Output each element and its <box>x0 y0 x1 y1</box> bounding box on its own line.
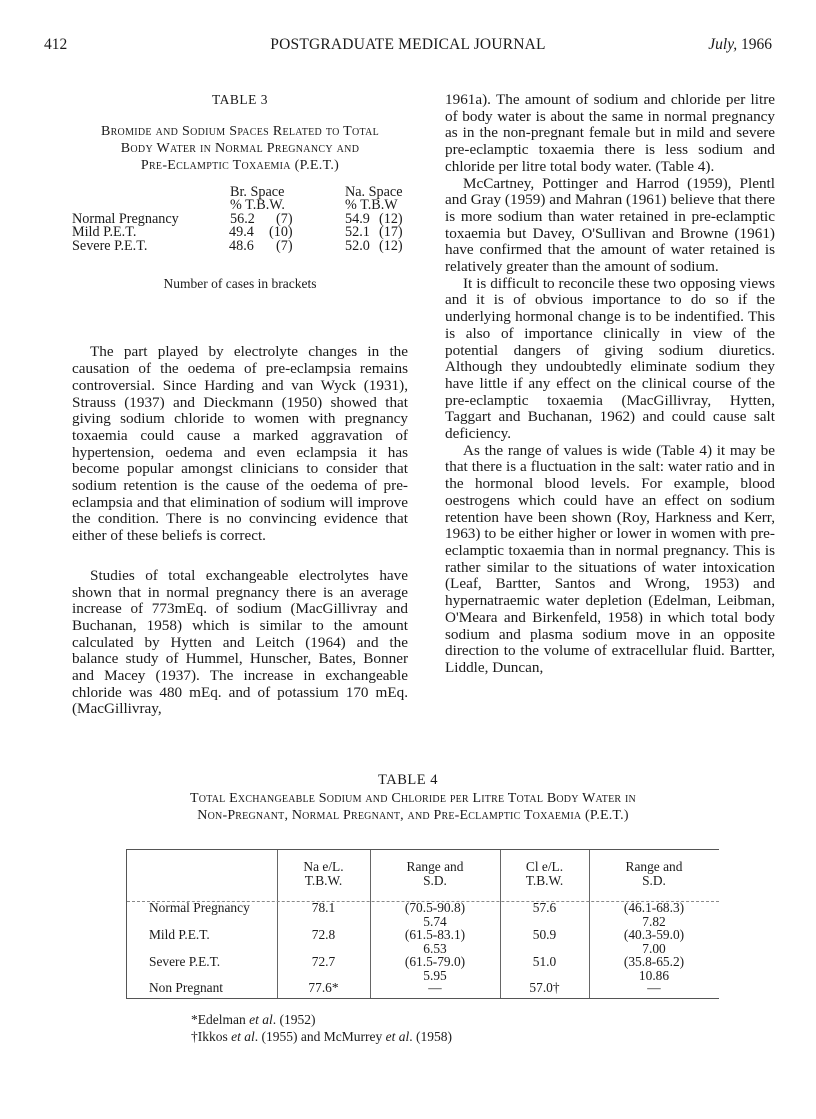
table4-header-line: Range and <box>625 859 683 874</box>
table3-cell: 54.9 <box>345 210 370 227</box>
footnote-asterisk <box>191 1011 452 1028</box>
table4-caption-line: Total Exchangeable Sodium and Chloride per Litre Total Body Water in <box>190 791 636 806</box>
table4-cell <box>589 955 719 982</box>
table4-cell: 77.6* <box>308 980 339 995</box>
table3-note: Number of cases in brackets <box>163 275 317 291</box>
table3-header-line: % T.B.W <box>345 197 398 214</box>
table4-cell: 78.1 <box>311 900 336 915</box>
table4-caption-line: Non-Pregnant, Normal Pregnant, and Pre-Eclamptic Toxaemia (P.E.T.) <box>197 807 629 823</box>
footnote-text: †Ikkos <box>191 1029 232 1044</box>
table4-caption <box>120 791 706 824</box>
table3-cell: 49.4 <box>229 224 254 241</box>
table4-row-label: Normal Pregnancy <box>149 900 250 915</box>
table4-header-line: S.D. <box>423 872 447 888</box>
table4-header-line: Na e/L. <box>303 859 344 874</box>
body-paragraph: Studies of total exchangeable electrolytes have shown that in normal pregnancy there is an average increase of 773mEq. of sodium (MacGillivray and Buchanan, 1958) which is similar to the amount calculated by Hytten and Leitch (1964) and the balance study of Hummel, Hunscher, Bates, Bonner and Macey (1937). The increase in exchangeable chloride was 480 mEq. and of potassium 170 mEq. (MacGillivray, <box>72 566 408 718</box>
table3-cell: (12) <box>379 237 403 254</box>
table4 <box>126 849 719 999</box>
table3-cell: 52.0 <box>345 237 370 254</box>
footnote-text: . (1955) and McMurrey <box>254 1029 386 1044</box>
table4-range: (35.8-65.2) <box>623 954 685 969</box>
table4-range: (61.5-83.1) <box>404 927 466 942</box>
table4-cell <box>370 928 500 955</box>
table3-header-na <box>345 183 403 214</box>
table4-cell <box>589 901 719 928</box>
right-column <box>445 92 775 677</box>
issue-year: 1966 <box>741 36 772 53</box>
footnote-text: . (1952) <box>272 1012 316 1027</box>
table4-header-line: T.B.W. <box>525 872 564 888</box>
left-column <box>72 92 408 718</box>
table3-header-line: % T.B.W. <box>230 197 285 214</box>
table4-sd: 5.74 <box>423 913 447 929</box>
footnote-etal: et al <box>231 1029 255 1044</box>
table4-row-label: Non Pregnant <box>149 980 224 995</box>
table3-caption-line: Body Water in Normal Pregnancy and <box>120 140 360 156</box>
table4-row-label: Mild P.E.T. <box>149 927 210 942</box>
table4-header-line: Range and <box>406 859 464 874</box>
table4-header-na <box>277 860 370 887</box>
table3-header-line: Br. Space <box>230 183 285 200</box>
table3-cell: 52.1 <box>345 224 370 241</box>
table4-cell: 50.9 <box>532 927 557 942</box>
table4-cell <box>370 955 500 982</box>
table3-header-br <box>230 183 285 214</box>
table3-row-label: Severe P.E.T. <box>72 237 148 254</box>
table4-sd: 10.86 <box>638 967 670 983</box>
page-number: 412 <box>44 36 68 53</box>
footnote-etal: et al <box>249 1012 273 1027</box>
table4-sd: 7.82 <box>642 913 666 929</box>
table3-cell: 48.6 <box>229 237 254 254</box>
table4-range: (46.1-68.3) <box>623 900 685 915</box>
body-paragraph: 1961a). The amount of sodium and chloride per litre of body water is about the same in normal pregnancy as in the non-pregnant female but in mild and severe pre-eclamptic toxaemia there is less sodium and chloride per litre total body water. (Table 4). <box>445 91 775 175</box>
table4-header-cl <box>500 860 589 887</box>
table3-caption <box>72 123 408 174</box>
table4-sd: 6.53 <box>423 940 447 956</box>
table4-cell <box>589 928 719 955</box>
footnote-text: *Edelman <box>191 1012 250 1027</box>
table3-label: TABLE 3 <box>211 92 269 107</box>
table3-caption-line: Pre-Eclamptic Toxaemia (P.E.T.) <box>140 157 340 173</box>
table3-cell: (10) <box>269 224 293 241</box>
body-paragraph: McCartney, Pottinger and Harrod (1959), Plentl and Gray (1959) and Mahran (1961) believe that there is more sodium than water retained in pre-eclamptic toxaemia but Davey, O'Sullivan and Browne (1961) have confirmed that the amount of water retained is relatively greater than the amount of sodium. <box>445 174 775 276</box>
body-paragraph: The part played by electrolyte changes in the causation of the oedema of pre-eclampsia remains controversial. Since Harding and van Wyck (1931), Strauss (1937) and Dieckmann (1950) showed that giving sodium chloride to women with pregnancy toxaemia could cause a marked aggravation of hypertension, oedema and even eclampsia it has become popular amongst clinicians to consider that sodium retention is the cause of the oedema of pre-eclampsia and that elimination of sodium will improve the condition. There is no convincing evidence that either of these beliefs is correct. <box>72 343 408 545</box>
table3-caption-line: Bromide and Sodium Spaces Related to Total <box>100 123 380 139</box>
table4-cell: 72.7 <box>311 954 336 969</box>
table4-row-label: Severe P.E.T. <box>149 954 221 969</box>
running-head <box>44 36 772 56</box>
table4-cell: 51.0 <box>532 954 557 969</box>
table3-cell: (17) <box>379 224 403 241</box>
table4-cell: — <box>428 980 442 995</box>
table4-cell: 72.8 <box>311 927 336 942</box>
table4-label: TABLE 4 <box>378 772 438 788</box>
issue-month: July, <box>708 36 738 53</box>
table4-sd: 5.95 <box>423 967 447 983</box>
table3-header-line: Na. Space <box>345 183 403 200</box>
table4-range: (61.5-79.0) <box>404 954 466 969</box>
table4-cell: — <box>647 980 661 995</box>
table4-footnotes <box>191 1011 452 1045</box>
table4-range: (70.5-90.8) <box>404 900 466 915</box>
table4-header-line: Cl e/L. <box>525 859 564 874</box>
journal-title: POSTGRADUATE MEDICAL JOURNAL <box>270 36 546 53</box>
table4-cell: 57.6 <box>532 900 557 915</box>
table4-cell: 57.0† <box>529 980 560 995</box>
body-paragraph: It is difficult to reconcile these two opposing views and it is of obvious importance to do so if the underlying hormonal change is to be indentified. This is also of importance clinically in view of the potential dangers of giving sodium diuretics. Although they undoubtedly eliminate sodium they have little if any effect on the clinical course of the pre-eclamptic toxaemia (MacGillivray, Hytten, Taggart and Buchanan, 1962) and could cause salt deficiency. <box>445 274 775 443</box>
table4-range: (40.3-59.0) <box>623 927 685 942</box>
table3-cell: 56.2 <box>230 210 255 227</box>
issue-date <box>708 36 772 54</box>
table3 <box>72 183 408 254</box>
table3-row-label: Mild P.E.T. <box>72 224 137 241</box>
table3-cell: (12) <box>379 210 403 227</box>
table3-row-label: Normal Pregnancy <box>72 210 179 227</box>
table4-header-na-range <box>370 860 500 887</box>
table4-header-line: S.D. <box>642 872 666 888</box>
table3-cell: (7) <box>276 237 293 254</box>
table3-cell: (7) <box>276 210 293 227</box>
table4-cell <box>370 901 500 928</box>
footnote-etal: et al <box>385 1029 410 1044</box>
table4-sd: 7.00 <box>642 940 666 956</box>
body-paragraph: As the range of values is wide (Table 4) it may be that there is a fluctuation in the salt: water ratio and in the hormonal blood levels. For example, blood oestrogens which could have an effect on sodium retention have been shown (Roy, Harkness and Kerr, 1963) to be either higher or lower in women with pre-eclamptic toxaemia than in normal pregnancy. This is rather similar to the situations of water intoxication (Leaf, Bartter, Santos and Wrong, 1953) and hypernatraemic water depletion (Edelman, Leibman, O'Meara and Birkenfeld, 1958) in which total body sodium and plasma sodium move in an opposite direction to the volume of extracellular fluid. Bartter, Liddle, Duncan, <box>445 441 775 676</box>
table4-header-line: T.B.W. <box>304 872 343 888</box>
table4-header-cl-range <box>589 860 719 887</box>
footnote-text: . (1958) <box>409 1029 452 1044</box>
footnote-dagger <box>191 1028 452 1045</box>
